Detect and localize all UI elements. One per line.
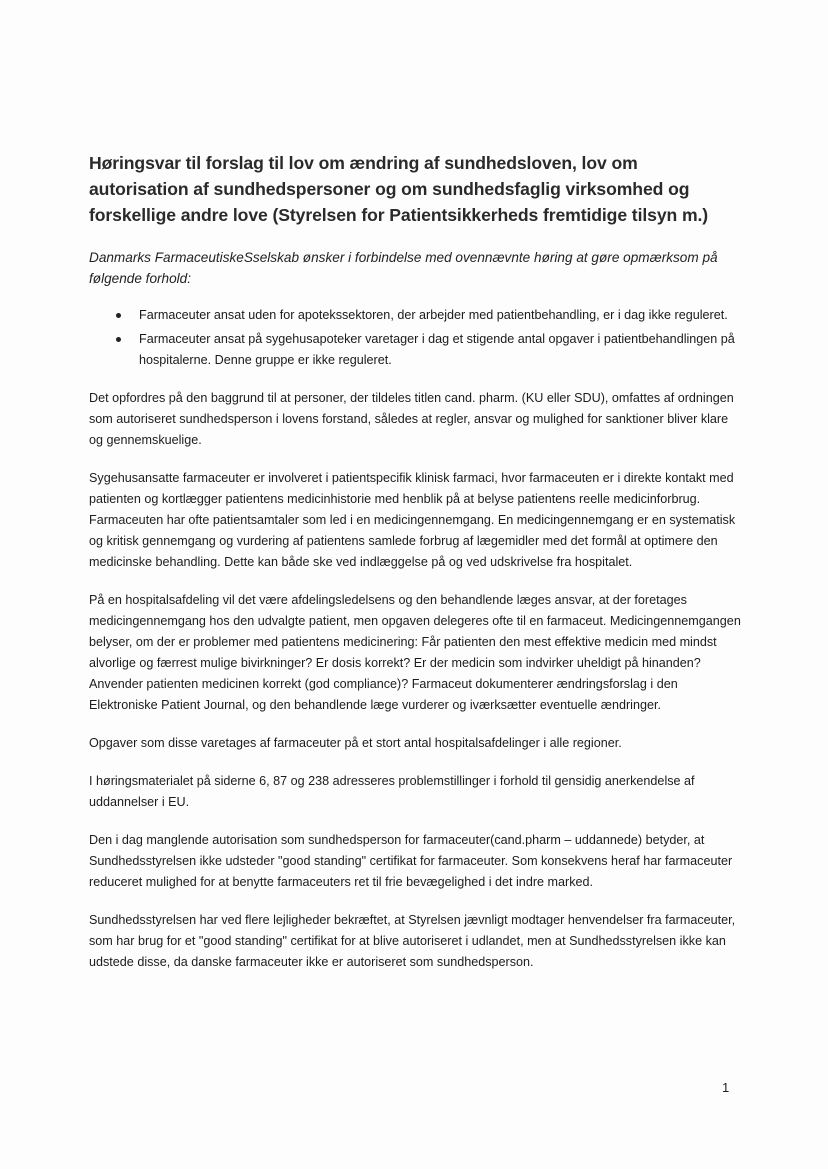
list-item	[89, 329, 741, 371]
list-item-text: Farmaceuter ansat på sygehusapoteker varetager i dag et stigende antal opgaver i patientbehandlingen på hospitalerne. Denne gruppe er ikke reguleret.	[139, 332, 735, 367]
body-paragraph: I høringsmaterialet på siderne 6, 87 og 238 adresseres problemstillinger i forhold til gensidig anerkendelse af uddannelser i EU.	[89, 774, 695, 809]
list-item	[89, 305, 741, 326]
list-item-text: Farmaceuter ansat uden for apotekssektoren, der arbejder med patientbehandling, er i dag ikke reguleret.	[139, 308, 728, 322]
document-title: Høringsvar til forslag til lov om ændring af sundhedsloven, lov om autorisation af sundhedspersoner og om sundhedsfaglig virksomhed og forskellige andre love (Styrelsen for Patientsikkerheds fremtidige tilsyn m.)	[89, 153, 709, 225]
body-paragraph: Sygehusansatte farmaceuter er involveret i patientspecifik klinisk farmaci, hvor farmaceuten er i direkte kontakt med patienten og kortlægger patientens medicinhistorie med henblik på at belyse patientens reelle medicinforbrug. Farmaceuten har ofte patientsamtaler som led i en medicingennemgang. En medicingennemgang er en systematisk og kritisk gennemgang og vurdering af patientens samlede forbrug af lægemidler med det formål at optimere den medicinske behandling. Dette kan både ske ved indlæggelse på og ved udskrivelse fra hospitalet.	[89, 471, 736, 569]
intro-paragraph: Danmarks FarmaceutiskeSselskab ønsker i forbindelse med ovennævnte høring at gøre opmærksom på følgende forhold:	[89, 250, 718, 286]
bullet-list	[89, 305, 741, 371]
body-paragraph: Den i dag manglende autorisation som sundhedsperson for farmaceuter(cand.pharm – uddannede) betyder, at Sundhedsstyrelsen ikke udsteder "good standing" certifikat for farmaceuter. Som konsekvens heraf har farmaceuter reduceret mulighed for at benytte farmaceuters ret til frie bevægelighed i det indre marked.	[89, 833, 733, 889]
page-number: 1	[722, 1080, 730, 1095]
bullet-icon	[116, 337, 121, 342]
body-paragraph: På en hospitalsafdeling vil det være afdelingsledelsens og den behandlende læges ansvar, at der foretages medicingennemgang hos den udvalgte patient, men opgaven delegeres ofte til en farmaceut. Medicingennemgangen belyser, om der er problemer med patientens medicinering: Får patienten den mest effektive medicin med mindst alvorlige og færrest mulige bivirkninger? Er dosis korrekt? Er der medicin som indvirker uheldigt på hinanden? Anvender patienten medicinen korrekt (god compliance)? Farmaceut dokumenterer ændringsforslag i den Elektroniske Patient Journal, og den behandlende læge vurderer og iværksætter eventuelle ændringer.	[89, 593, 741, 712]
body-paragraph: Det opfordres på den baggrund til at personer, der tildeles titlen cand. pharm. (KU eller SDU), omfattes af ordningen som autoriseret sundhedsperson i lovens forstand, således at regler, ansvar og mulighed for sanktioner bliver klare og gennemskuelige.	[89, 391, 734, 447]
body-paragraph: Sundhedsstyrelsen har ved flere lejligheder bekræftet, at Styrelsen jævnligt modtager henvendelser fra farmaceuter, som har brug for et "good standing" certifikat for at blive autoriseret i udlandet, men at Sundhedsstyrelsen ikke kan udstede disse, da danske farmaceuter ikke er autoriseret som sundhedsperson.	[89, 913, 736, 969]
bullet-icon	[116, 313, 121, 318]
document-body	[89, 150, 741, 990]
body-paragraph: Opgaver som disse varetages af farmaceuter på et stort antal hospitalsafdelinger i alle regioner.	[89, 736, 622, 750]
